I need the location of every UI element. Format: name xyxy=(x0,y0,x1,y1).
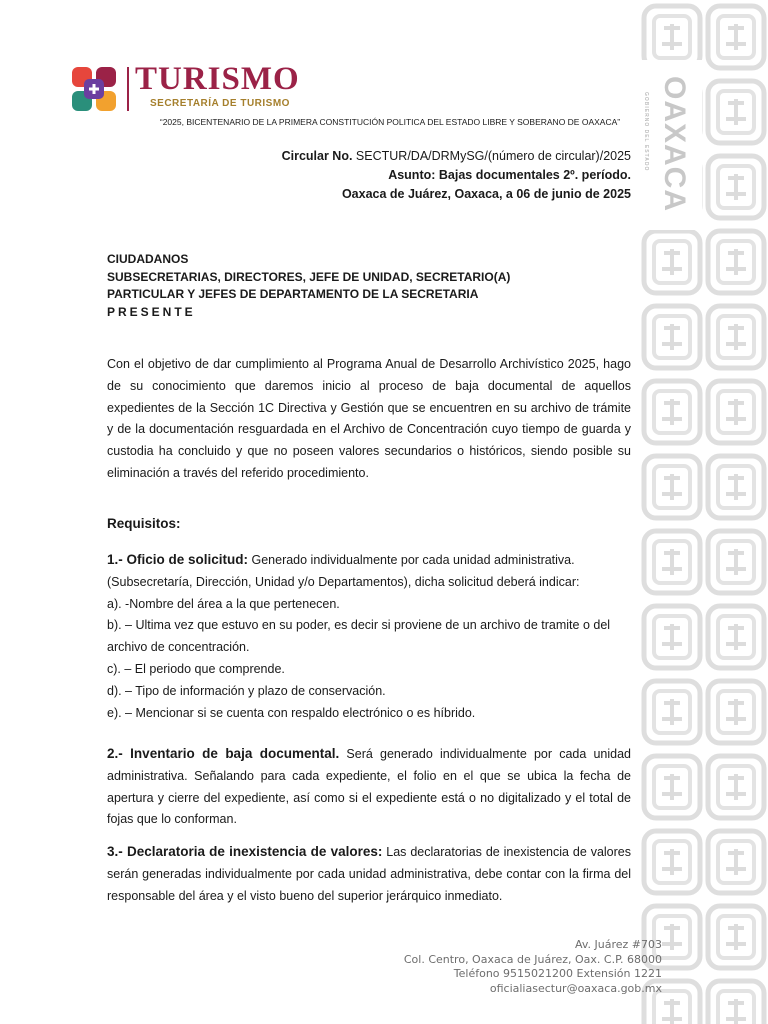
section-2-text: Será generado individualmente por cada unidad administrativa. Señalando para cada expediente, el folio en el que se ubica la fecha de apertura y cierre del expediente, así como si el expediente está o no digitalizado y el total de fojas que lo conforman. xyxy=(107,747,631,827)
turismo-logo xyxy=(70,63,330,113)
presente-line: PRESENTE xyxy=(107,304,196,319)
section-2-title: 2.- Inventario de baja documental. xyxy=(107,746,340,761)
place-date-line xyxy=(282,185,631,204)
recipients-block xyxy=(107,251,510,321)
section-declaratoria xyxy=(107,841,631,907)
circular-value: SECTUR/DA/DRMySG/(número de circular)/2025 xyxy=(352,149,631,163)
motto-line: “2025, BICENTENARIO DE LA PRIMERA CONSTITUCIÓN POLITICA DEL ESTADO LIBRE Y SOBERANO DE OAXACA” xyxy=(159,117,621,127)
list-item: b). – Ultima vez que estuvo en su poder, es decir si proviene de un archivo de tramite o del archivo de concentración. xyxy=(107,618,611,655)
recipient-line-1: CIUDADANOS xyxy=(107,252,189,266)
brand-subtitle: SECRETARÍA DE TURISMO xyxy=(150,98,290,109)
circular-number-line xyxy=(282,147,631,166)
recipient-line-3: PARTICULAR Y JEFES DE DEPARTAMENTO DE LA SECRETARIA xyxy=(107,287,479,301)
footer-phone: Teléfono 9515021200 Extensión 1221 xyxy=(453,967,662,980)
recipient-line-2: SUBSECRETARIAS, DIRECTORES, JEFE DE UNIDAD, SECRETARIO(A) xyxy=(107,269,511,284)
list-item: e). – Mencionar si se cuenta con respaldo electrónico o es híbrido. xyxy=(107,705,476,720)
brand-title: TURISMO xyxy=(135,61,300,97)
footer-address-line-1: Av. Juárez #703 xyxy=(574,938,662,951)
section-inventario-baja xyxy=(107,743,631,831)
turismo-emblem-icon xyxy=(70,65,118,113)
circular-reference-block xyxy=(282,147,631,204)
section-oficio-solicitud xyxy=(107,549,631,724)
subject-line xyxy=(282,166,631,185)
list-item: c). – El periodo que comprende. xyxy=(107,661,285,676)
section-3-text: Las declaratorias de inexistencia de valores serán generadas individualmente por cada unidad administrativa, debe contar con la firma del responsable del área y el visto bueno del superior jerárquico inmediato. xyxy=(107,845,631,903)
footer-email[interactable]: oficialiasectur@oaxaca.gob.mx xyxy=(489,981,662,995)
list-item: d). – Tipo de información y plazo de conservación. xyxy=(107,683,386,698)
footer-address-line-2: Col. Centro, Oaxaca de Juárez, Oax. C.P. 68000 xyxy=(403,952,662,966)
oaxaca-side-title: OAXACA xyxy=(658,76,691,213)
circular-label: Circular No. xyxy=(281,149,353,163)
section-1-text: Generado individualmente por cada unidad administrativa. (Subsecretaría, Dirección, Unidad y/o Departamentos), dicha solicitud deberá indicar: xyxy=(107,553,580,589)
section-3-title: 3.- Declaratoria de inexistencia de valores: xyxy=(107,844,383,859)
requirements-heading: Requisitos: xyxy=(107,516,181,531)
subject-text: Asunto: Bajas documentales 2º. período. xyxy=(388,168,631,182)
oaxaca-side-subtitle: GOBIERNO DEL ESTADO xyxy=(643,92,649,172)
list-item: a). -Nombre del área a la que pertenecen. xyxy=(107,596,340,611)
intro-paragraph: Con el objetivo de dar cumplimiento al Programa Anual de Desarrollo Archivístico 2025, hago de su conocimiento que daremos inicio al proceso de baja documental de aquellos expedientes de la Sección 1C Directiva y Gestión que se encuentren en su archivo de trámite y de la documentación resguardada en el Archivo de Concentración cuyo tiempo de guarda y custodia ha concluido y que no poseen valores secundarios o históricos, siendo posible su eliminación a través del referido procedimiento. xyxy=(107,357,631,480)
place-date-text: Oaxaca de Juárez, Oaxaca, a 06 de junio de 2025 xyxy=(341,187,631,201)
logo-divider xyxy=(127,67,129,111)
section-1-title: 1.- Oficio de solicitud: xyxy=(107,552,249,567)
footer-address-block xyxy=(404,938,662,996)
